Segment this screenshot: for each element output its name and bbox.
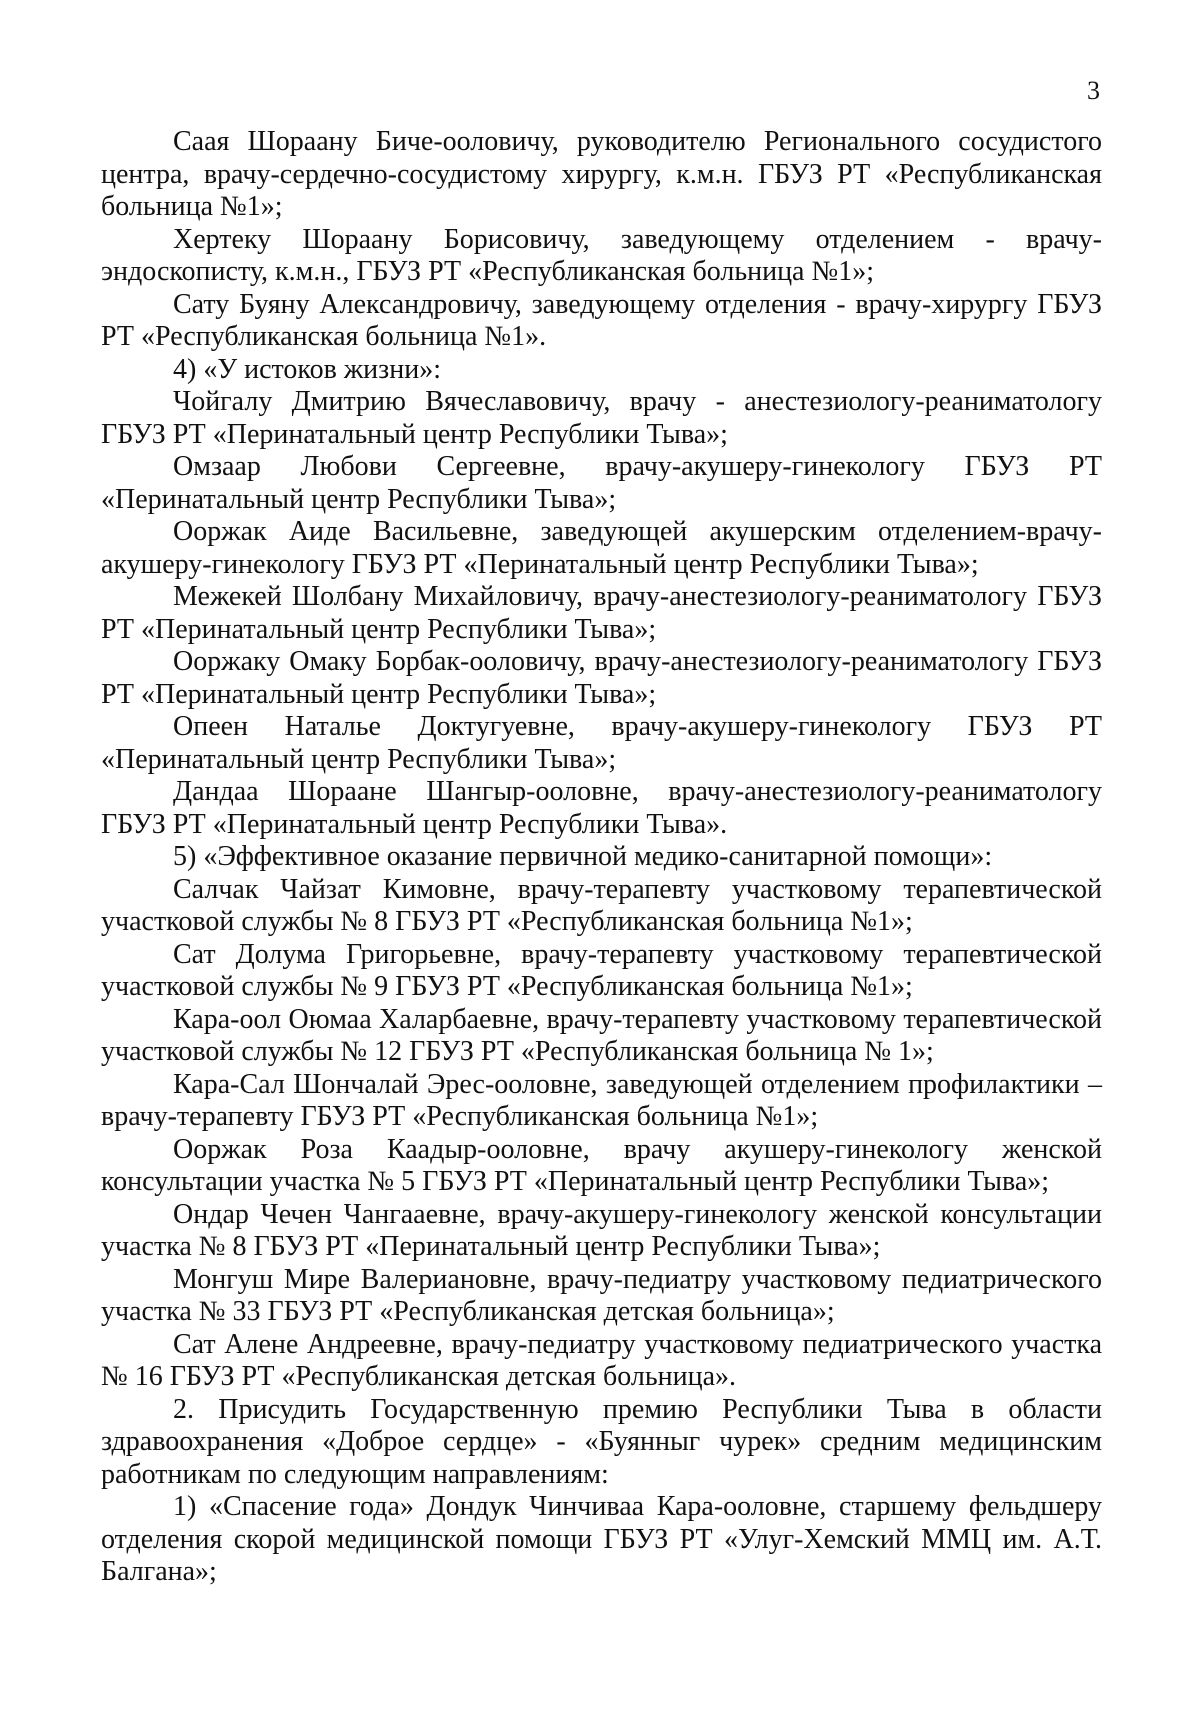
paragraph: 2. Присудить Государственную премию Республики Тыва в области здравоохранения «Доброе сердце» - «Буянныг чурек» средним медицинским работникам по следующим направлениям:: [101, 1393, 1102, 1490]
paragraph: Салчак Чайзат Кимовне, врачу-терапевту участковому терапевтической участковой службы № 8 ГБУЗ РТ «Республиканская больница №1»;: [101, 873, 1102, 937]
paragraph: Дандаа Шораане Шангыр-ооловне, врачу-анестезиологу-реаниматологу ГБУЗ РТ «Перинатальный центр Республики Тыва».: [101, 776, 1102, 840]
paragraph: Чойгалу Дмитрию Вячеславовичу, врачу - анестезиологу-реаниматологу ГБУЗ РТ «Перинатальный центр Республики Тыва»;: [101, 386, 1102, 450]
paragraph: Межекей Шолбану Михайловичу, врачу-анестезиологу-реаниматологу ГБУЗ РТ «Перинатальный центр Республики Тыва»;: [101, 581, 1102, 645]
paragraph: Монгуш Мире Валериановне, врачу-педиатру участковому педиатрического участка № 33 ГБУЗ РТ «Республиканская детская больница»;: [101, 1263, 1102, 1327]
page-number: 3: [1087, 76, 1100, 105]
paragraph: Опеен Наталье Доктугуевне, врачу-акушеру-гинекологу ГБУЗ РТ «Перинатальный центр Республики Тыва»;: [101, 711, 1102, 775]
paragraph: Ооржак Аиде Васильевне, заведующей акушерским отделением-врачу-акушеру-гинекологу ГБУЗ РТ «Перинатальный центр Республики Тыва»;: [101, 516, 1102, 580]
paragraph: Сату Буяну Александровичу, заведующему отделения - врачу-хирургу ГБУЗ РТ «Республиканская больница №1».: [101, 288, 1102, 352]
paragraph: Саая Шораану Биче-ооловичу, руководителю Регионального сосудистого центра, врачу-сердечно-сосудистому хирургу, к.м.н. ГБУЗ РТ «Республиканская больница №1»;: [101, 126, 1102, 222]
paragraph: Кара-Сал Шончалай Эрес-ооловне, заведующей отделением профилактики – врачу-терапевту ГБУЗ РТ «Республиканская больница №1»;: [101, 1068, 1102, 1132]
section-heading: 4) «У истоков жизни»:: [173, 353, 441, 385]
document-body: [101, 126, 1102, 1589]
paragraph: Ооржак Роза Каадыр-ооловне, врачу акушеру-гинекологу женской консультации участка № 5 ГБУЗ РТ «Перинатальный центр Республики Тыва»;: [101, 1133, 1102, 1197]
paragraph: Сат Алене Андреевне, врачу-педиатру участковому педиатрического участка № 16 ГБУЗ РТ «Республиканская детская больница».: [101, 1328, 1102, 1392]
paragraph: Сат Долума Григорьевне, врачу-терапевту участковому терапевтической участковой службы № 9 ГБУЗ РТ «Республиканская больница №1»;: [101, 938, 1102, 1002]
paragraph: 1) «Спасение года» Дондук Чинчиваа Кара-ооловне, старшему фельдшеру отделения скорой медицинской помощи ГБУЗ РТ «Улуг-Хемский ММЦ им. А.Т. Балгана»;: [101, 1491, 1102, 1587]
paragraph: Кара-оол Оюмаа Халарбаевне, врачу-терапевту участковому терапевтической участковой службы № 12 ГБУЗ РТ «Республиканская больница № 1»;: [101, 1003, 1102, 1067]
paragraph: Ооржаку Омаку Борбак-ооловичу, врачу-анестезиологу-реаниматологу ГБУЗ РТ «Перинатальный центр Республики Тыва»;: [101, 646, 1102, 710]
paragraph: Омзаар Любови Сергеевне, врачу-акушеру-гинекологу ГБУЗ РТ «Перинатальный центр Республики Тыва»;: [101, 451, 1102, 515]
section-heading: 5) «Эффективное оказание первичной медико-санитарной помощи»:: [173, 841, 993, 872]
paragraph: Хертеку Шораану Борисовичу, заведующему отделением - врачу-эндоскописту, к.м.н., ГБУЗ РТ «Республиканская больница №1»;: [101, 223, 1102, 287]
paragraph: Ондар Чечен Чангааевне, врачу-акушеру-гинекологу женской консультации участка № 8 ГБУЗ РТ «Перинатальный центр Республики Тыва»;: [101, 1198, 1102, 1262]
